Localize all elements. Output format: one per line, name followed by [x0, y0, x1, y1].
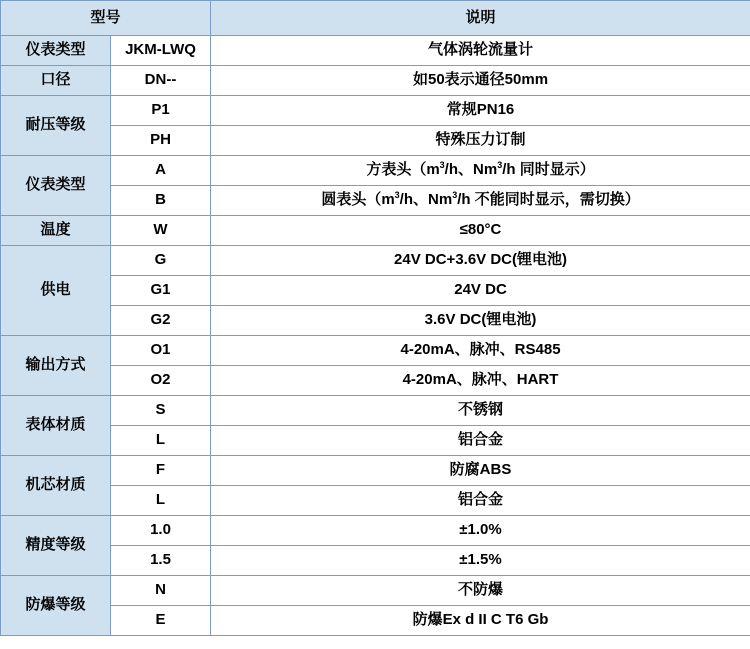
- row-description: 不锈钢: [211, 396, 750, 426]
- table-row: [1, 186, 750, 216]
- row-code: W: [111, 216, 211, 246]
- row-label: 仪表类型: [1, 156, 111, 216]
- table-row: [1, 216, 750, 246]
- row-code: PH: [111, 126, 211, 156]
- table-row: [1, 96, 750, 126]
- row-label: 耐压等级: [1, 96, 111, 156]
- table-row: [1, 516, 750, 546]
- row-code: G1: [111, 276, 211, 306]
- row-description: 气体涡轮流量计: [211, 36, 750, 66]
- row-description: 4-20mA、脉冲、RS485: [211, 336, 750, 366]
- table-row: [1, 306, 750, 336]
- row-description: 24V DC+3.6V DC(锂电池): [211, 246, 750, 276]
- row-description: 24V DC: [211, 276, 750, 306]
- table-row: [1, 426, 750, 456]
- row-description: 方表头（$m^3/h$、Nm$^3$/h 同时显示）: [211, 156, 750, 186]
- row-description: 圆表头（$m^3/h$、Nm$^3$/h 不能同时显示，需切换）: [211, 186, 750, 216]
- row-description: 常规PN16: [211, 96, 750, 126]
- row-code: L: [111, 426, 211, 456]
- row-description: 不防爆: [211, 576, 750, 606]
- table-row: [1, 36, 750, 66]
- row-code: L: [111, 486, 211, 516]
- row-code: G2: [111, 306, 211, 336]
- row-label: 口径: [1, 66, 111, 96]
- row-code: JKM-LWQ: [111, 36, 211, 66]
- row-code: N: [111, 576, 211, 606]
- row-code: A: [111, 156, 211, 186]
- table-row: [1, 456, 750, 486]
- row-code: B: [111, 186, 211, 216]
- row-label: 仪表类型: [1, 36, 111, 66]
- table-body: [1, 1, 750, 636]
- table-row: [1, 366, 750, 396]
- row-code: DN--: [111, 66, 211, 96]
- table-row: [1, 156, 750, 186]
- row-description: 防爆Ex d II C T6 Gb: [211, 606, 750, 636]
- row-code: 1.5: [111, 546, 211, 576]
- row-label: 精度等级: [1, 516, 111, 576]
- row-description: ≤80°C: [211, 216, 750, 246]
- row-description: 如50表示通径50mm: [211, 66, 750, 96]
- table-row: [1, 126, 750, 156]
- table-row: [1, 606, 750, 636]
- row-description: ±1.0%: [211, 516, 750, 546]
- row-description: 3.6V DC(锂电池): [211, 306, 750, 336]
- header-model: 型号: [1, 1, 211, 36]
- table-row: [1, 396, 750, 426]
- row-description: 防腐ABS: [211, 456, 750, 486]
- row-description: 铝合金: [211, 486, 750, 516]
- row-label: 输出方式: [1, 336, 111, 396]
- row-label: 机芯材质: [1, 456, 111, 516]
- row-description: 特殊压力订制: [211, 126, 750, 156]
- row-code: O1: [111, 336, 211, 366]
- row-description: ±1.5%: [211, 546, 750, 576]
- table-row: [1, 276, 750, 306]
- row-description: 4-20mA、脉冲、HART: [211, 366, 750, 396]
- row-label: 防爆等级: [1, 576, 111, 636]
- table-row: [1, 336, 750, 366]
- row-code: F: [111, 456, 211, 486]
- row-code: G: [111, 246, 211, 276]
- row-label: 供电: [1, 246, 111, 336]
- table-header-row: [1, 1, 750, 36]
- table-row: [1, 246, 750, 276]
- row-label: 温度: [1, 216, 111, 246]
- table-row: [1, 546, 750, 576]
- row-code: E: [111, 606, 211, 636]
- header-description: 说明: [211, 1, 750, 36]
- row-label: 表体材质: [1, 396, 111, 456]
- row-description: 铝合金: [211, 426, 750, 456]
- table-row: [1, 576, 750, 606]
- row-code: O2: [111, 366, 211, 396]
- table-row: [1, 486, 750, 516]
- row-code: 1.0: [111, 516, 211, 546]
- row-code: P1: [111, 96, 211, 126]
- table-row: [1, 66, 750, 96]
- row-code: S: [111, 396, 211, 426]
